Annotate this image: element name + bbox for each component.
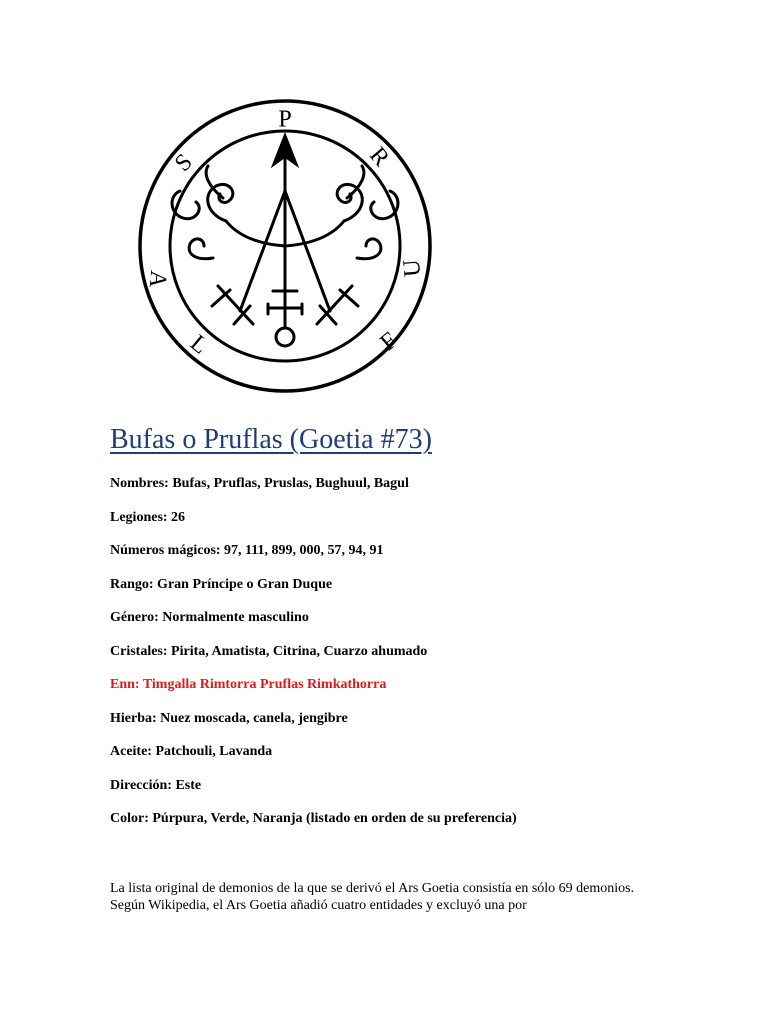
seal-sigil <box>172 136 398 346</box>
seal-letter-p: P <box>278 106 292 133</box>
field-numeros-magicos: Números mágicos: 97, 111, 899, 000, 57, 94, 91 <box>110 543 384 558</box>
seal-letter-r: R <box>364 142 395 172</box>
body-paragraph: La lista original de demonios de la que se derivó el Ars Goetia consistía en sólo 69 demonios. Según Wikipedia, el Ars Goetia añadió cuatro entidades y excluyó una por <box>110 881 635 913</box>
field-aceite: Aceite: Patchouli, Lavanda <box>110 744 273 759</box>
field-genero: Género: Normalmente masculino <box>110 610 309 625</box>
field-color: Color: Púrpura, Verde, Naranja (listado en orden de su preferencia) <box>110 811 517 826</box>
attributes-list <box>110 475 730 844</box>
seal-letter-u: U <box>398 258 427 278</box>
field-enn: Enn: Timgalla Rimtorra Pruflas Rimkathorra <box>110 677 387 692</box>
page-title[interactable]: Bufas o Pruflas (Goetia #73) <box>110 424 432 455</box>
seal-letter-s: S <box>170 149 198 177</box>
pruflas-seal-image <box>108 96 462 396</box>
field-rango: Rango: Gran Príncipe o Gran Duque <box>110 576 333 592</box>
seal-letter-a: A <box>143 269 172 289</box>
seal-letter-l: L <box>184 330 213 360</box>
field-nombres: Nombres: Bufas, Pruflas, Pruslas, Bughuul, Bagul <box>110 476 409 491</box>
seal-letter-f: F <box>375 327 403 357</box>
field-hierba: Hierba: Nuez moscada, canela, jengibre <box>110 710 348 726</box>
field-cristales: Cristales: Pirita, Amatista, Citrina, Cuarzo ahumado <box>110 643 428 659</box>
field-legiones: Legiones: 26 <box>110 509 186 525</box>
seal-svg <box>108 96 462 396</box>
field-direccion: Dirección: Este <box>110 777 202 793</box>
